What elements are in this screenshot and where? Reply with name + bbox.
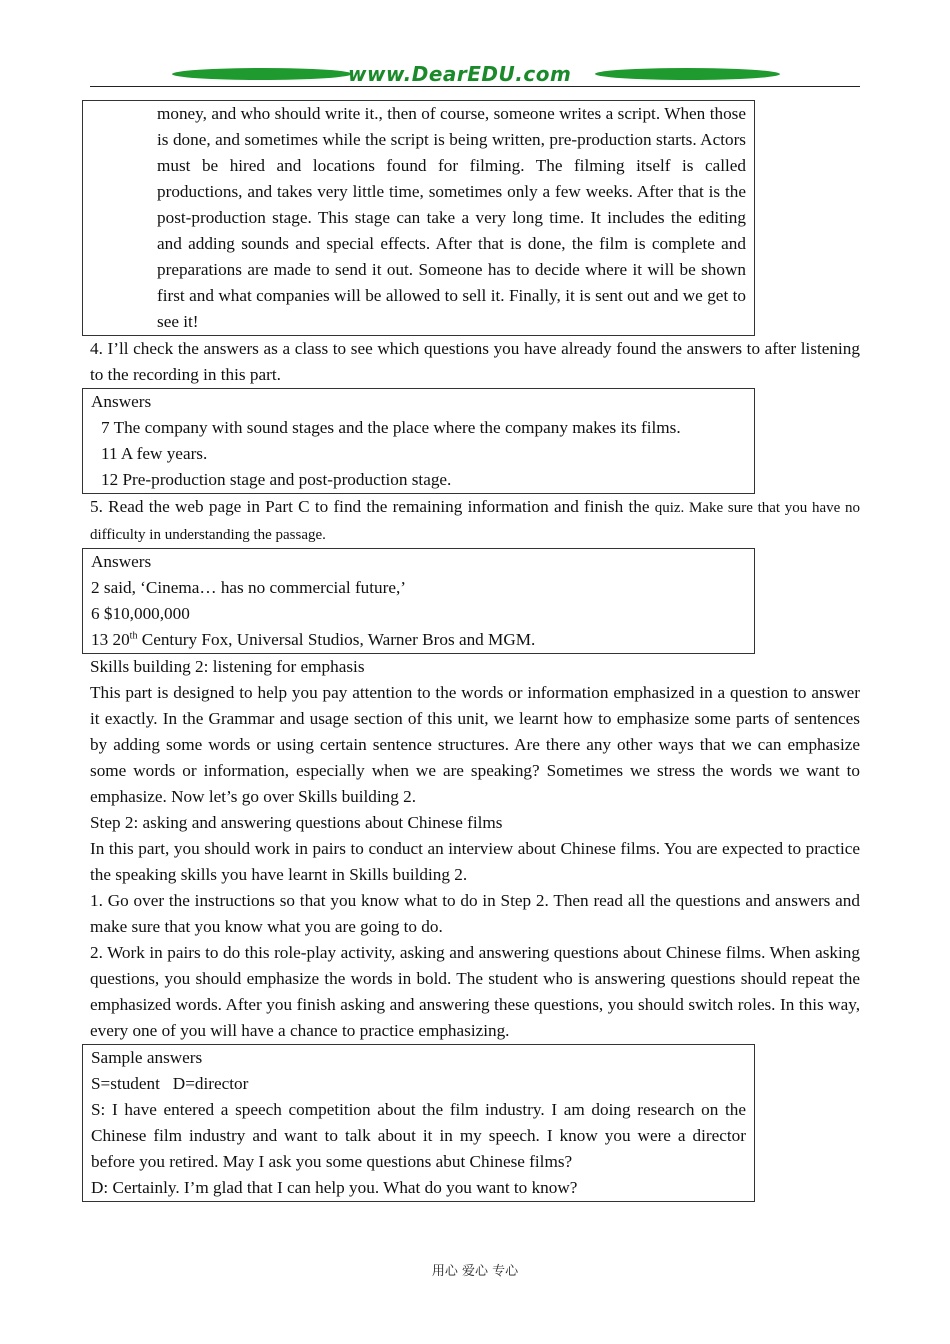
step-2-item-1: 1. Go over the instructions so that you know what to do in Step 2. Then read all the questions and answers and make sure that you know what you are going to do. — [90, 891, 860, 936]
skills-paragraph: This part is designed to help you pay attention to the words or information emphasized in a question to answer it exactly. In the Grammar and usage section of this unit, we learnt how to emphasize some parts of sentences by adding some words or using certain sentence structures. Are there any other ways that we can emphasize some words or information, especially when we are speaking? Sometimes we stress the words we want to emphasize. Now let’s go over Skills building 2. — [90, 683, 860, 806]
answer-line-rest: Century Fox, Universal Studios, Warner Bros and MGM. — [137, 630, 536, 649]
skills-heading: Skills building 2: listening for emphasis — [90, 657, 365, 676]
page-content — [90, 100, 860, 1202]
step-5-main: 5. Read the web page in Part C to find the remaining information and finish the — [90, 497, 650, 516]
director-line: D: Certainly. I’m glad that I can help you. What do you want to know? — [91, 1178, 578, 1197]
answer-line: 7 The company with sound stages and the place where the company makes its films. — [101, 418, 681, 437]
answer-line-prefix: 13 20 — [91, 630, 130, 649]
page-header — [90, 62, 860, 90]
step-5-small: quiz. Make sure that you have no difficulty in understanding the passage. — [90, 500, 861, 543]
step-2-heading: Step 2: asking and answering questions about Chinese films — [90, 813, 503, 832]
answer-line: 6 $10,000,000 — [91, 604, 190, 623]
header-rule — [90, 86, 860, 87]
answers-title: Answers — [91, 552, 152, 571]
answers-title: Answers — [91, 392, 152, 411]
passage-box — [82, 100, 755, 336]
answer-line: 12 Pre-production stage and post-production stage. — [101, 470, 452, 489]
answer-line: 11 A few years. — [101, 444, 208, 463]
step-2-item-2: 2. Work in pairs to do this role-play activity, asking and answering questions about Chinese films. When asking questions, you should emphasize the words in bold. The student who is answering questions should repeat the emphasized words. After you finish asking and answering these questions, you should switch roles. In this way, every one of you will have a chance to practice emphasizing. — [90, 943, 860, 1040]
header-brush-right — [594, 68, 781, 80]
step-5 — [90, 494, 860, 548]
answers-box-2 — [82, 548, 755, 654]
passage-text: money, and who should write it., then of course, someone writes a script. When those is done, and sometimes while the script is being written, pre-production starts. Actors must be hired and locations found for filming. The filming itself is called productions, and takes very little time, sometimes only a few weeks. After that is the post-production stage. This stage can take a very long time. It includes the editing and adding sounds and special effects. After that is done, the film is complete and preparations are made to send it out. Someone has to decide where it will be shown first and what companies will be allowed to sell it. Finally, it is sent out and we get to see it! — [157, 104, 746, 331]
step-4: 4. I’ll check the answers as a class to see which questions you have already found the answers to after listening to the recording in this part. — [90, 339, 860, 384]
page-footer: 用心 爱心 专心 — [431, 1264, 519, 1279]
sample-answers-box — [82, 1044, 755, 1202]
header-brand: www.DearEDU.com — [348, 62, 572, 86]
answer-line — [91, 627, 746, 653]
sample-legend: S=student D=director — [91, 1074, 249, 1093]
answers-box-1 — [82, 388, 755, 494]
answer-line-sup: th — [129, 630, 138, 642]
answer-line: 2 said, ‘Cinema… has no commercial future,’ — [91, 578, 407, 597]
sample-answers-title: Sample answers — [91, 1048, 203, 1067]
student-line: S: I have entered a speech competition about the film industry. I am doing research on the Chinese film industry and want to talk about it in my speech. I know you were a director before you retired. May I ask you some questions abut Chinese films? — [91, 1100, 746, 1171]
header-brush-left — [171, 68, 353, 80]
step-2-paragraph: In this part, you should work in pairs to conduct an interview about Chinese films. You are expected to practice the speaking skills you have learnt in Skills building 2. — [90, 839, 860, 884]
